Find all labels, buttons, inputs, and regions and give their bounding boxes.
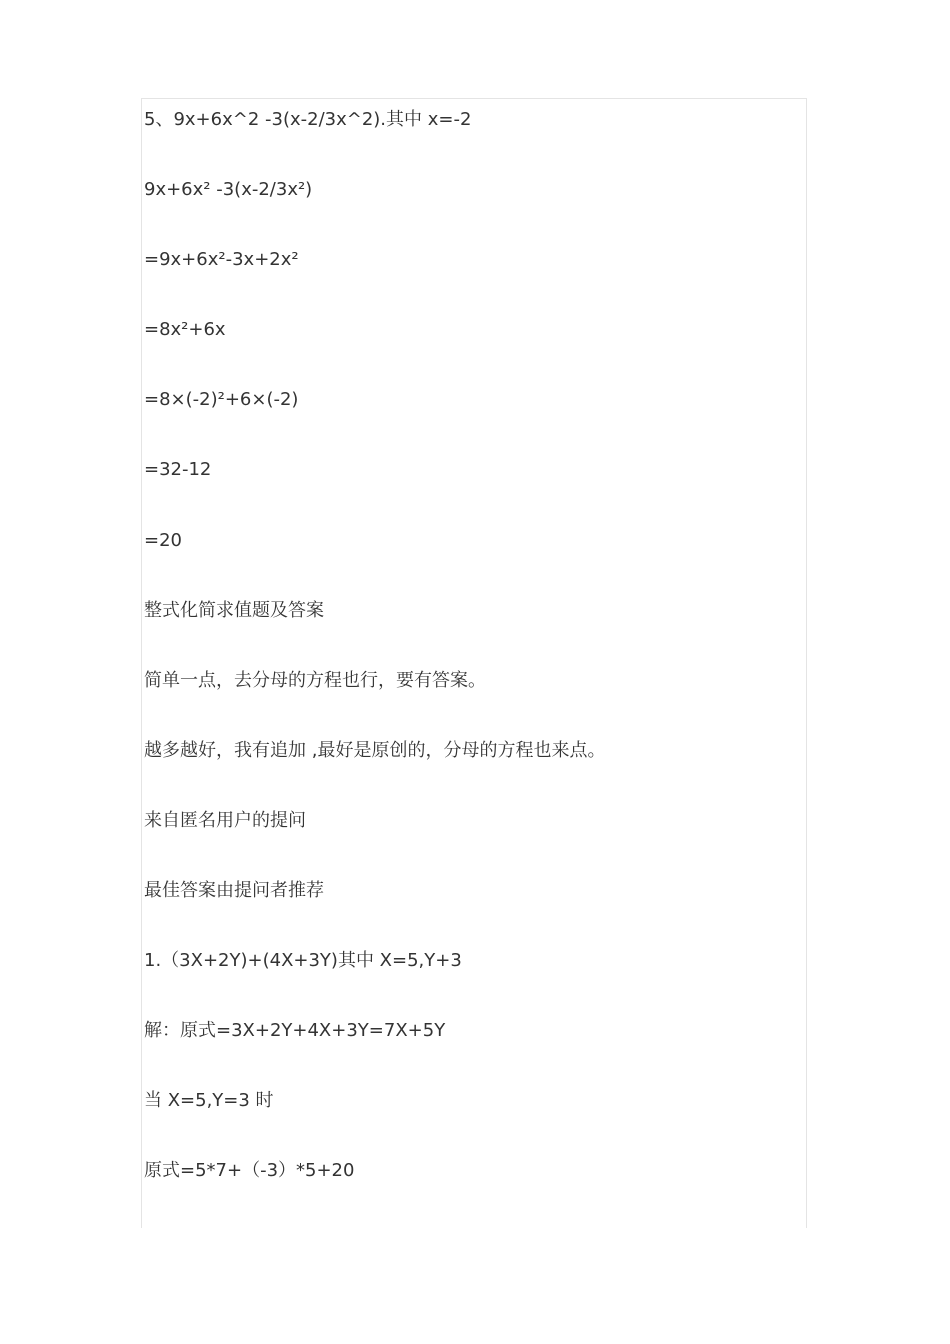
solution-step: =8×(-2)²+6×(-2) xyxy=(144,389,299,411)
problem-5-statement: 5、9x+6x^2 -3(x-2/3x^2).其中 x=-2 xyxy=(144,109,472,130)
solution-step: =32-12 xyxy=(144,459,212,481)
question-text: 简单一点，去分母的方程也行，要有答案。 xyxy=(144,669,486,691)
solution-step: 原式=5*7+（-3）*5+20 xyxy=(144,1160,355,1182)
solution-step: 当 X=5,Y=3 时 xyxy=(144,1090,274,1112)
solution-step: 9x+6x² -3(x-2/3x²) xyxy=(144,179,313,201)
solution-step: =9x+6x²-3x+2x² xyxy=(144,249,299,271)
section-title: 整式化简求值题及答案 xyxy=(144,599,324,621)
solution-step: =8x²+6x xyxy=(144,319,226,341)
solution-result: =20 xyxy=(144,529,182,551)
document-body xyxy=(144,107,794,1229)
problem-1-statement: 1.（3X+2Y)+(4X+3Y)其中 X=5,Y+3 xyxy=(144,950,462,972)
question-source: 来自匿名用户的提问 xyxy=(144,809,306,831)
best-answer-label: 最佳答案由提问者推荐 xyxy=(144,880,324,902)
question-text: 越多越好，我有追加 ,最好是原创的，分母的方程也来点。 xyxy=(144,739,606,761)
solution-step: 解：原式=3X+2Y+4X+3Y=7X+5Y xyxy=(144,1020,446,1042)
